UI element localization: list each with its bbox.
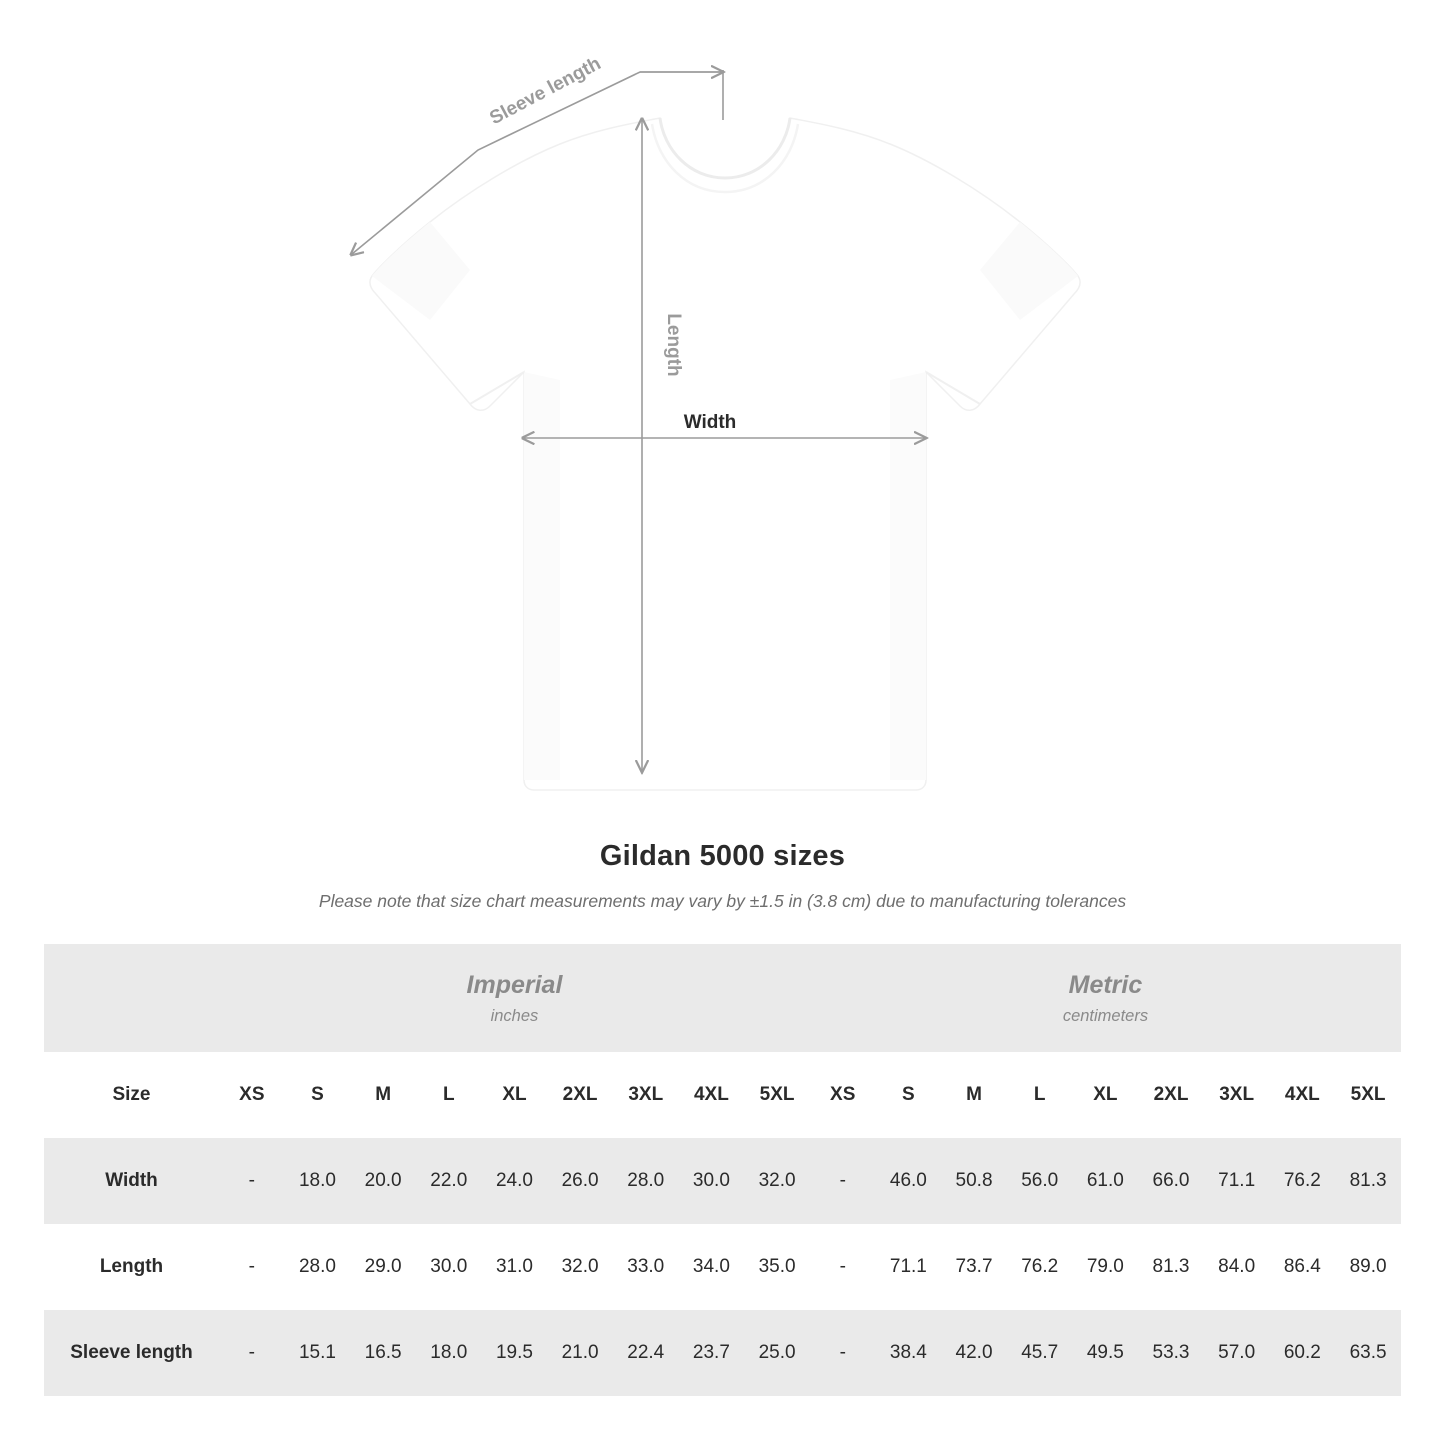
cell-width-metric-3xl: 71.1 — [1204, 1138, 1270, 1224]
cell-width-metric-s: 46.0 — [876, 1138, 942, 1224]
size-col-imperial-3xl: 3XL — [613, 1052, 679, 1138]
cell-length-metric-2xl: 81.3 — [1138, 1224, 1204, 1310]
cell-length-metric-l: 76.2 — [1007, 1224, 1073, 1310]
unit-header-row — [44, 944, 1401, 1052]
size-col-imperial-m: M — [350, 1052, 416, 1138]
cell-length-imperial-xs: - — [219, 1224, 285, 1310]
cell-length-imperial-l: 30.0 — [416, 1224, 482, 1310]
size-col-imperial-s: S — [285, 1052, 351, 1138]
size-col-metric-4xl: 4XL — [1270, 1052, 1336, 1138]
cell-length-metric-s: 71.1 — [876, 1224, 942, 1310]
cell-length-imperial-m: 29.0 — [350, 1224, 416, 1310]
row-label-width: Width — [44, 1138, 219, 1224]
size-col-metric-2xl: 2XL — [1138, 1052, 1204, 1138]
cell-width-metric-xl: 61.0 — [1073, 1138, 1139, 1224]
cell-length-imperial-2xl: 32.0 — [547, 1224, 613, 1310]
cell-length-imperial-5xl: 35.0 — [744, 1224, 810, 1310]
cell-length-imperial-4xl: 34.0 — [679, 1224, 745, 1310]
cell-length-metric-3xl: 84.0 — [1204, 1224, 1270, 1310]
unit-imperial-sub: inches — [490, 1007, 539, 1026]
chart-title-block — [0, 840, 1445, 912]
cell-length-metric-xs: - — [810, 1224, 876, 1310]
unit-spacer — [44, 944, 219, 1052]
table-row — [44, 1138, 1401, 1224]
cell-sleeve-metric-4xl: 60.2 — [1270, 1310, 1336, 1396]
cell-width-imperial-m: 20.0 — [350, 1138, 416, 1224]
cell-sleeve-metric-l: 45.7 — [1007, 1310, 1073, 1396]
size-col-imperial-l: L — [416, 1052, 482, 1138]
cell-width-imperial-xs: - — [219, 1138, 285, 1224]
size-col-imperial-xl: XL — [482, 1052, 548, 1138]
cell-length-metric-5xl: 89.0 — [1335, 1224, 1401, 1310]
cell-sleeve-metric-s: 38.4 — [876, 1310, 942, 1396]
cell-sleeve-imperial-2xl: 21.0 — [547, 1310, 613, 1396]
cell-sleeve-imperial-m: 16.5 — [350, 1310, 416, 1396]
cell-sleeve-imperial-3xl: 22.4 — [613, 1310, 679, 1396]
cell-sleeve-imperial-xs: - — [219, 1310, 285, 1396]
size-table — [44, 944, 1401, 1396]
cell-width-imperial-3xl: 28.0 — [613, 1138, 679, 1224]
cell-width-metric-l: 56.0 — [1007, 1138, 1073, 1224]
unit-imperial-name: Imperial — [466, 970, 563, 999]
cell-length-metric-xl: 79.0 — [1073, 1224, 1139, 1310]
tolerance-note: Please note that size chart measurements may vary by ±1.5 in (3.8 cm) due to manufacturing tolerances — [318, 891, 1127, 911]
size-col-metric-m: M — [941, 1052, 1007, 1138]
cell-width-metric-2xl: 66.0 — [1138, 1138, 1204, 1224]
cell-width-imperial-2xl: 26.0 — [547, 1138, 613, 1224]
size-col-imperial-5xl: 5XL — [744, 1052, 810, 1138]
size-col-imperial-4xl: 4XL — [679, 1052, 745, 1138]
table-row — [44, 1310, 1401, 1396]
size-col-metric-xl: XL — [1073, 1052, 1139, 1138]
cell-length-imperial-xl: 31.0 — [482, 1224, 548, 1310]
tshirt-shape — [370, 118, 1080, 790]
cell-sleeve-imperial-5xl: 25.0 — [744, 1310, 810, 1396]
unit-metric-sub: centimeters — [1062, 1007, 1149, 1026]
cell-length-metric-m: 73.7 — [941, 1224, 1007, 1310]
cell-sleeve-metric-3xl: 57.0 — [1204, 1310, 1270, 1396]
unit-metric-name: Metric — [1068, 970, 1143, 999]
size-header-row — [44, 1052, 1401, 1138]
cell-width-imperial-xl: 24.0 — [482, 1138, 548, 1224]
table-row — [44, 1224, 1401, 1310]
cell-sleeve-imperial-s: 15.1 — [285, 1310, 351, 1396]
unit-metric — [810, 944, 1401, 1052]
size-col-imperial-xs: XS — [219, 1052, 285, 1138]
cell-width-imperial-s: 18.0 — [285, 1138, 351, 1224]
cell-sleeve-metric-5xl: 63.5 — [1335, 1310, 1401, 1396]
cell-sleeve-metric-xl: 49.5 — [1073, 1310, 1139, 1396]
cell-width-metric-5xl: 81.3 — [1335, 1138, 1401, 1224]
cell-width-imperial-5xl: 32.0 — [744, 1138, 810, 1224]
size-col-metric-xs: XS — [810, 1052, 876, 1138]
cell-length-metric-4xl: 86.4 — [1270, 1224, 1336, 1310]
size-col-metric-5xl: 5XL — [1335, 1052, 1401, 1138]
cell-length-imperial-3xl: 33.0 — [613, 1224, 679, 1310]
cell-width-metric-xs: - — [810, 1138, 876, 1224]
size-col-imperial-2xl: 2XL — [547, 1052, 613, 1138]
cell-sleeve-imperial-xl: 19.5 — [482, 1310, 548, 1396]
cell-width-metric-m: 50.8 — [941, 1138, 1007, 1224]
cell-sleeve-metric-xs: - — [810, 1310, 876, 1396]
cell-sleeve-metric-2xl: 53.3 — [1138, 1310, 1204, 1396]
cell-width-imperial-4xl: 30.0 — [679, 1138, 745, 1224]
cell-length-imperial-s: 28.0 — [285, 1224, 351, 1310]
size-table-wrap — [0, 944, 1445, 1396]
size-col-metric-s: S — [876, 1052, 942, 1138]
sleeve-length-label: Sleeve length — [486, 53, 605, 130]
cell-sleeve-imperial-l: 18.0 — [416, 1310, 482, 1396]
size-col-metric-l: L — [1007, 1052, 1073, 1138]
cell-width-metric-4xl: 76.2 — [1270, 1138, 1336, 1224]
length-label: Length — [663, 313, 684, 377]
unit-imperial — [219, 944, 810, 1052]
width-label: Width — [683, 412, 737, 433]
row-label-length: Length — [44, 1224, 219, 1310]
size-header-label: Size — [44, 1052, 219, 1138]
page-title: Gildan 5000 sizes — [599, 840, 846, 872]
row-label-sleeve-length: Sleeve length — [44, 1310, 219, 1396]
cell-sleeve-metric-m: 42.0 — [941, 1310, 1007, 1396]
size-col-metric-3xl: 3XL — [1204, 1052, 1270, 1138]
cell-sleeve-imperial-4xl: 23.7 — [679, 1310, 745, 1396]
cell-width-imperial-l: 22.0 — [416, 1138, 482, 1224]
